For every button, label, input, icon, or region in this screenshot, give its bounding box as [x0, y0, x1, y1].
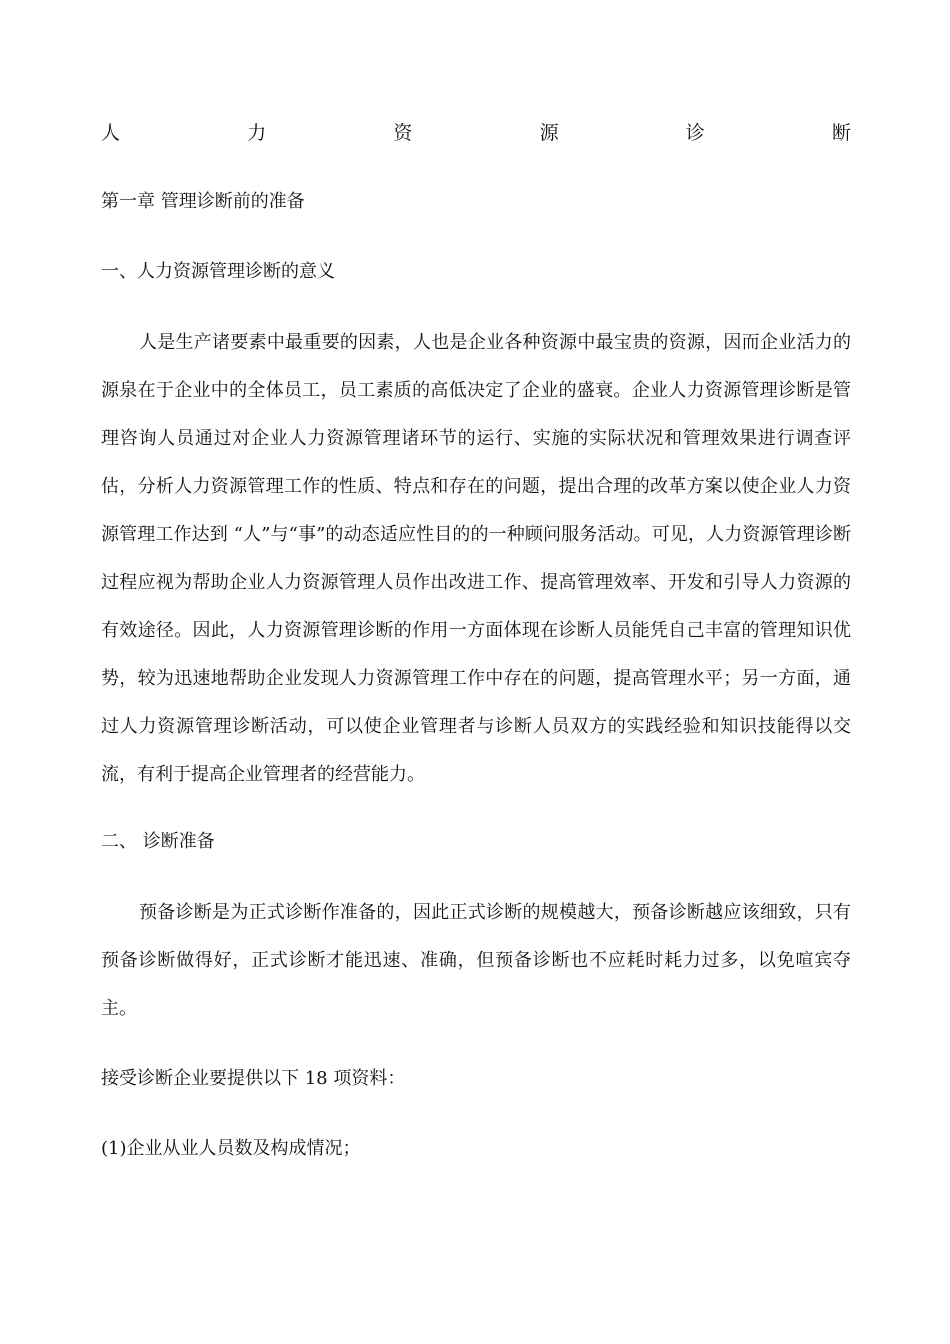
title-char: 断	[831, 122, 851, 144]
title-char: 源	[539, 122, 559, 144]
materials-intro: 接受诊断企业要提供以下 18 项资料：	[101, 1068, 406, 1089]
paragraph-meaning: 人是生产诸要素中最重要的因素，人也是企业各种资源中最宝贵的资源，因而企业活力的源泉在于企业中的全体员工，员工素质的高低决定了企业的盛衰。企业人力资源管理诊断是管理咨询人员通过对企业人力资源管理诸环节的运行、实施的实际状况和管理效果进行调查评估，分析人力资源管理工作的性质、特点和存在的问题，提出合理的改革方案以使企业人力资源管理工作达到 “人”与“事”的动态适应性目的的一种顾问服务活动。可见，人力资源管理诊断过程应视为帮助企业人力资源管理人员作出改进工作、提高管理效率、开发和引导人力资源的有效途径。因此，人力资源管理诊断的作用一方面体现在诊断人员能凭自己丰富的管理知识优势，较为迅速地帮助企业发现人力资源管理工作中存在的问题，提高管理水平；另一方面，通过人力资源管理诊断活动，可以使企业管理者与诊断人员双方的实践经验和知识技能得以交流，有利于提高企业管理者的经营能力。	[101, 332, 851, 785]
title-char: 资	[393, 122, 413, 144]
title-char: 诊	[685, 122, 705, 144]
paragraph-preparation: 预备诊断是为正式诊断作准备的，因此正式诊断的规模越大，预备诊断越应该细致，只有预备诊断做得好，正式诊断才能迅速、准确，但预备诊断也不应耗时耗力过多，以免喧宾夺主。	[101, 902, 851, 1019]
section-heading-preparation: 二、 诊断准备	[101, 831, 215, 852]
title-char: 人	[101, 122, 121, 144]
section-heading-meaning: 一、人力资源管理诊断的意义	[101, 261, 335, 282]
title-char: 力	[247, 122, 267, 144]
document-title	[101, 117, 851, 149]
materials-list-item: (1)企业从业人员数及构成情况；	[101, 1138, 361, 1159]
chapter-heading: 第一章 管理诊断前的准备	[101, 191, 305, 212]
